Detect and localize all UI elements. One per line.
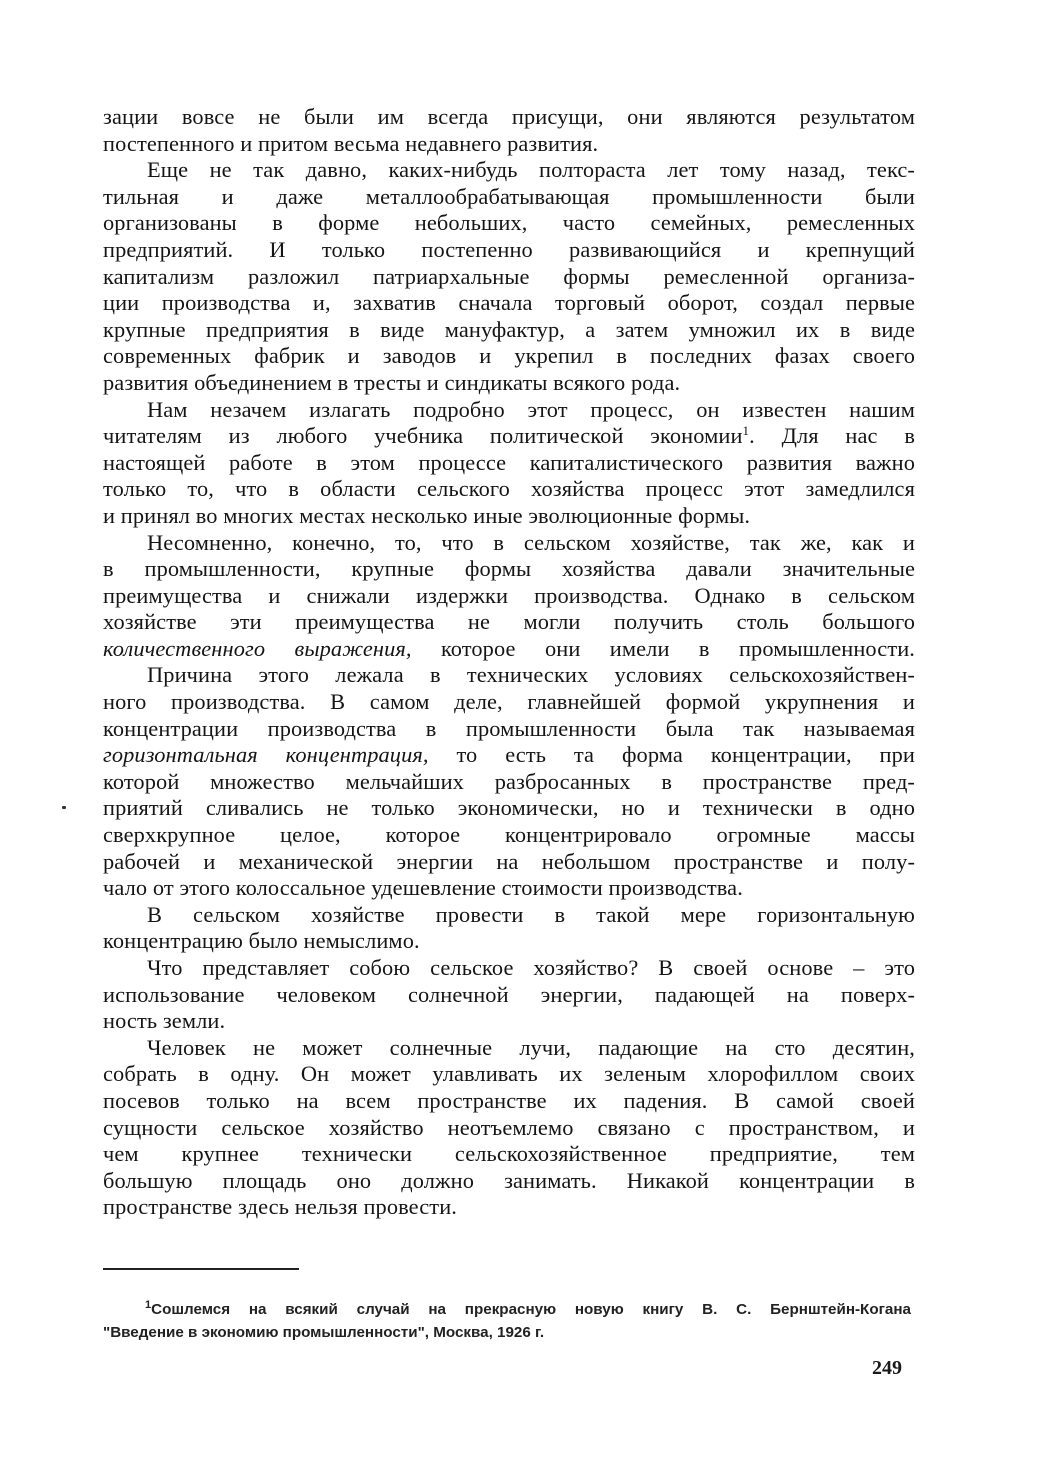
text-line: концентрацию было немыслимо.	[103, 928, 420, 954]
text-line: только то, что в области сельского хозяйства процесс этот замедлился	[103, 476, 915, 502]
text-line-with-emphasis	[103, 742, 915, 769]
text-line: развития объединением в тресты и синдикаты всякого рода.	[103, 369, 681, 395]
text-line: посевов только на всем пространстве их падения. В самой своей	[103, 1087, 915, 1113]
text-line: ции производства и, захватив сначала торговый оборот, создал первые	[103, 290, 915, 316]
text-line: использование человеком солнечной энергии, падающей на поверх-	[103, 981, 915, 1007]
text-segment: то есть та форма концентрации, при	[456, 742, 915, 768]
text-line: Что представляет собою сельское хозяйство? В своей основе – это	[147, 955, 915, 980]
text-line: в промышленности, крупные формы хозяйства давали значительные	[103, 556, 915, 582]
text-line: чем крупнее технически сельскохозяйственное предприятие, тем	[103, 1141, 915, 1167]
text-line: хозяйстве эти преимущества не могли получить столь большого	[103, 609, 915, 635]
text-segment: читателям из любого учебника политической экономии	[103, 423, 743, 449]
text-line: настоящей работе в этом процессе капиталистического развития важно	[103, 449, 915, 475]
text-line: собрать в одну. Он может улавливать их зеленым хлорофиллом своих	[103, 1061, 915, 1087]
text-line: пространстве здесь нельзя провести.	[103, 1194, 457, 1220]
text-line: современных фабрик и заводов и укрепил в последних фазах своего	[103, 343, 915, 369]
footnote-text: Сошлемся на всякий случай на прекрасную новую книгу В. С. Бернштейн-Когана	[151, 1301, 911, 1318]
text-line: крупные предприятия в виде мануфактур, а затем умножил их в виде	[103, 316, 915, 342]
text-line: рабочей и механической энергии на небольшом пространстве и полу-	[103, 848, 915, 874]
text-line: приятий сливались не только экономически, но и технически в одно	[103, 795, 915, 821]
text-line: капитализм разложил патриархальные формы ремесленной организа-	[103, 263, 915, 289]
page-body	[103, 104, 915, 1221]
text-line: Причина этого лежала в технических условиях сельскохозяйствен-	[147, 662, 915, 688]
footnote-marker: 1	[145, 1299, 152, 1311]
footnote-line	[103, 1298, 911, 1321]
text-segment: которое они имели в промышленности.	[440, 635, 915, 661]
text-line: большую площадь оно должно занимать. Никакой концентрации в	[103, 1167, 915, 1193]
text-line: постепенного и притом весьма недавнего развития.	[103, 130, 599, 156]
footnote	[103, 1298, 911, 1344]
text-line: преимущества и снижали издержки производства. Однако в сельском	[103, 582, 915, 608]
text-line: Нам незачем излагать подробно этот процесс, он известен нашим	[147, 396, 915, 422]
text-line-with-footnote	[103, 423, 915, 450]
text-line: ность земли.	[103, 1008, 226, 1034]
scan-speck	[62, 806, 66, 809]
text-line: сущности сельское хозяйство неотъемлемо связано с пространством, и	[103, 1114, 915, 1140]
text-line-with-emphasis	[103, 636, 915, 663]
text-segment: . Для нас в	[749, 423, 915, 449]
text-line: чало от этого колоссальное удешевление стоимости производства.	[103, 875, 743, 901]
text-line: предприятий. И только постепенно развивающийся и крепнущий	[103, 236, 915, 262]
footnote-line: "Введение в экономию промышленности", Москва, 1926 г.	[103, 1324, 545, 1341]
text-line: концентрации производства в промышленности была так называемая	[103, 715, 915, 741]
text-line: тильная и даже металлообрабатывающая промышленности были	[103, 183, 915, 209]
text-line: зации вовсе не были им всегда присущи, они являются результатом	[103, 104, 915, 129]
emphasis-text: количественного выражения,	[103, 635, 412, 661]
text-line: организованы в форме небольших, часто семейных, ремесленных	[103, 210, 915, 236]
page-number: 249	[872, 1357, 902, 1379]
text-line: Человек не может солнечные лучи, падающие на сто десятин,	[147, 1034, 915, 1060]
text-line: которой множество мельчайших разбросанных в пространстве пред-	[103, 768, 915, 794]
text-line: сверхкрупное целое, которое концентрировало огромные массы	[103, 822, 915, 848]
footnote-divider	[103, 1268, 299, 1270]
text-line: В сельском хозяйстве провести в такой мере горизонтальную	[147, 901, 915, 927]
text-line: ного производства. В самом деле, главнейшей формой укрупнения и	[103, 689, 915, 715]
footnote-reference[interactable]: 1	[742, 423, 750, 439]
text-line: Еще не так давно, каких-нибудь полтораста лет тому назад, текс-	[147, 157, 915, 183]
emphasis-text: горизонтальная концентрация,	[103, 742, 429, 768]
text-line: и принял во многих местах несколько иные эволюционные формы.	[103, 502, 751, 528]
text-line: Несомненно, конечно, то, что в сельском хозяйстве, так же, как и	[147, 529, 915, 555]
